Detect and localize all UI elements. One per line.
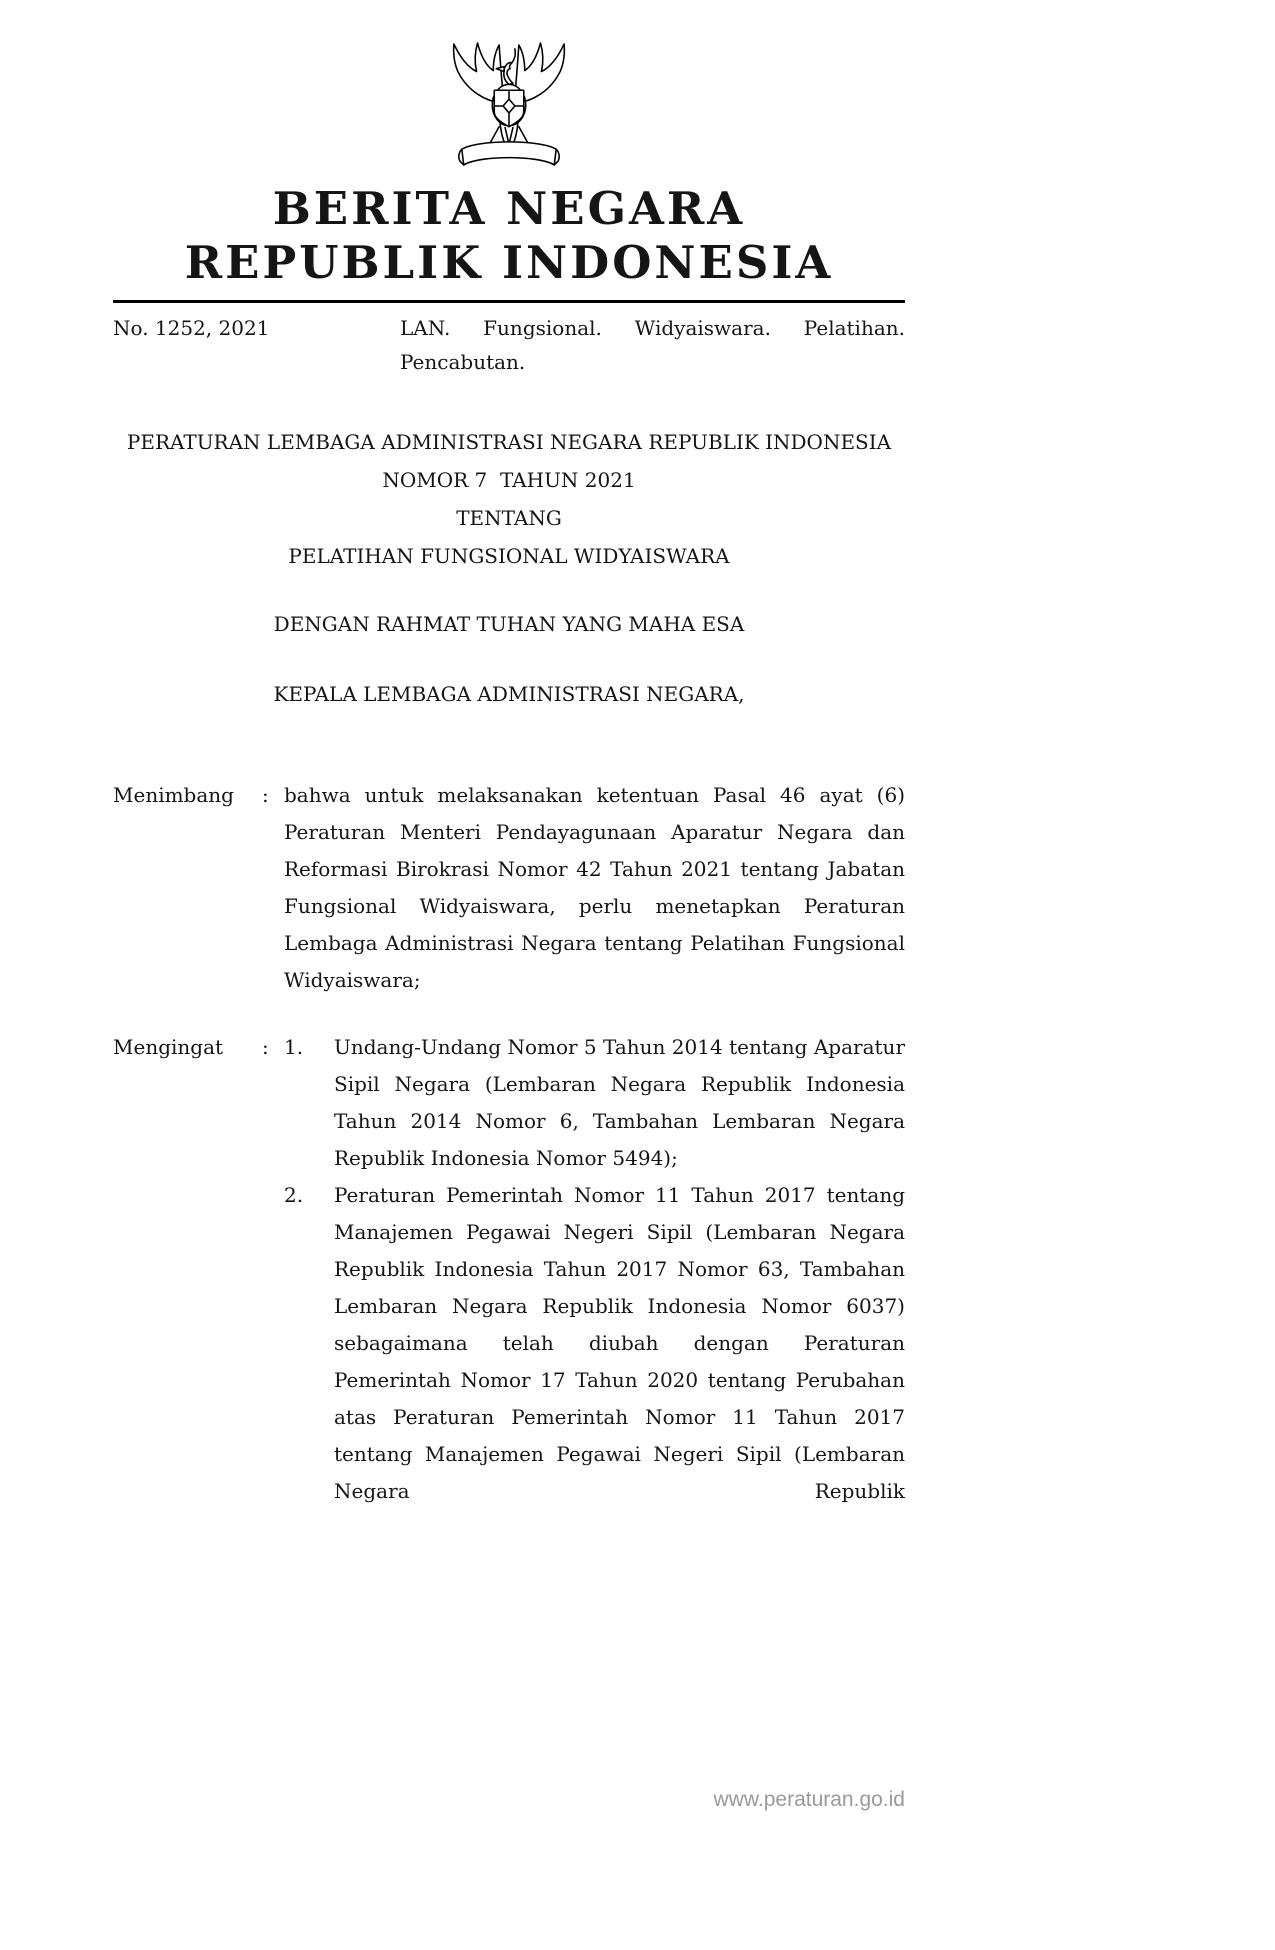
regulation-heading bbox=[113, 423, 905, 575]
mengingat-list bbox=[284, 1029, 905, 1510]
mengingat-colon: : bbox=[262, 1035, 269, 1059]
legal-basis-item-1 bbox=[284, 1029, 905, 1177]
issue-number: No. 1252, 2021 bbox=[113, 316, 270, 340]
menimbang-label: Menimbang bbox=[113, 783, 234, 807]
regulation-tentang-line: TENTANG bbox=[456, 506, 562, 530]
masthead-title-line2: REPUBLIK INDONESIA bbox=[184, 236, 834, 289]
regulation-subject-line: PELATIHAN FUNGSIONAL WIDYAISWARA bbox=[288, 544, 730, 568]
menimbang-colon: : bbox=[262, 783, 269, 807]
issue-subject: LAN. Fungsional. Widyaiswara. Pelatihan. Pencabutan. bbox=[400, 316, 905, 374]
legal-basis-item-2 bbox=[284, 1177, 905, 1510]
issue-row bbox=[113, 311, 905, 379]
footer-source-url: www.peraturan.go.id bbox=[713, 1788, 905, 1811]
legal-item-text: Peraturan Pemerintah Nomor 11 Tahun 2017 tentang Manajemen Pegawai Negeri Sipil (Lembaran Negara Republik Indonesia Tahun 2017 Nomor 63, Tambahan Lembaran Negara Republik Indonesia Nomor 6037) sebagaimana telah diubah dengan Peraturan Pemerintah Nomor 17 Tahun 2020 tentang Perubahan atas Peraturan Pemerintah Nomor 11 Tahun 2017 tentang Manajemen Pegawai Negeri Sipil (Lembaran Negara Republik bbox=[334, 1183, 905, 1503]
menimbang-section bbox=[113, 777, 905, 999]
legal-item-text: Undang-Undang Nomor 5 Tahun 2014 tentang Aparatur Sipil Negara (Lembaran Negara Republik Indonesia Tahun 2014 Nomor 6, Tambahan Lembaran Negara Republik Indonesia Nomor 5494); bbox=[334, 1035, 905, 1170]
menimbang-text: bahwa untuk melaksanakan ketentuan Pasal 46 ayat (6) Peraturan Menteri Pendayagunaan Aparatur Negara dan Reformasi Birokrasi Nomor 42 Tahun 2021 tentang Jabatan Fungsional Widyaiswara, perlu menetapkan Peraturan Lembaga Administrasi Negara tentang Pelatihan Fungsional Widyaiswara; bbox=[284, 783, 905, 992]
invocation-line: DENGAN RAHMAT TUHAN YANG MAHA ESA bbox=[273, 612, 745, 636]
mengingat-label: Mengingat bbox=[113, 1035, 224, 1059]
mengingat-section bbox=[113, 1029, 905, 1510]
masthead-title-line1: BERITA NEGARA bbox=[272, 182, 746, 235]
garuda-eagle-drawing bbox=[450, 36, 568, 174]
issuing-official-line: KEPALA LEMBAGA ADMINISTRASI NEGARA, bbox=[273, 682, 745, 706]
legal-item-number: 2. bbox=[284, 1183, 304, 1207]
legal-item-number: 1. bbox=[284, 1035, 304, 1059]
garuda-pancasila-emblem bbox=[449, 36, 569, 178]
regulation-number-line: NOMOR 7 TAHUN 2021 bbox=[382, 468, 636, 492]
regulation-title-line: PERATURAN LEMBAGA ADMINISTRASI NEGARA REPUBLIK INDONESIA bbox=[126, 430, 892, 454]
document-content bbox=[113, 0, 905, 1510]
masthead-divider-rule bbox=[113, 300, 905, 303]
